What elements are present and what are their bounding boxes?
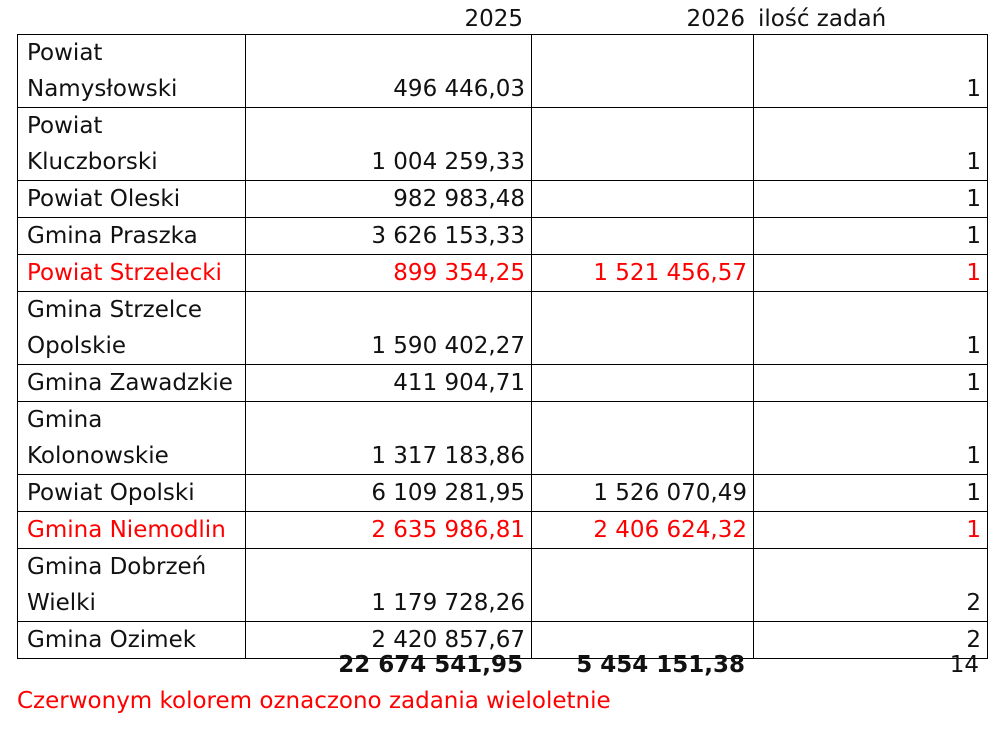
- row-value-2025: 2 635 986,81: [246, 512, 532, 549]
- row-value-2026: [532, 365, 754, 402]
- row-task-count: 2: [754, 622, 988, 659]
- row-value-2025: 1 179 728,26: [246, 549, 532, 622]
- row-value-2025: 1 317 183,86: [246, 402, 532, 475]
- header-2026: 2026: [686, 6, 745, 32]
- table-row: [18, 549, 988, 622]
- table-row: [18, 365, 988, 402]
- row-name: Gmina Niemodlin: [18, 512, 246, 549]
- row-task-count: 1: [754, 255, 988, 292]
- row-value-2026: [532, 549, 754, 622]
- row-value-2025: 2 420 857,67: [246, 622, 532, 659]
- row-value-2026: [532, 402, 754, 475]
- row-task-count: 1: [754, 181, 988, 218]
- table-row: [18, 512, 988, 549]
- table-row: [18, 292, 988, 365]
- row-name: Powiat Strzelecki: [18, 255, 246, 292]
- header-2025: 2025: [464, 6, 523, 32]
- row-task-count: 1: [754, 218, 988, 255]
- row-task-count: 1: [754, 365, 988, 402]
- row-value-2025: 1 004 259,33: [246, 108, 532, 181]
- row-name: Powiat Oleski: [18, 181, 246, 218]
- row-task-count: 1: [754, 292, 988, 365]
- row-value-2026: 1 521 456,57: [532, 255, 754, 292]
- row-value-2026: [532, 35, 754, 108]
- table-row: [18, 218, 988, 255]
- row-name: Powiat Namysłowski: [18, 35, 246, 108]
- row-value-2025: 3 626 153,33: [246, 218, 532, 255]
- table-row: [18, 475, 988, 512]
- total-task-count: 14: [949, 652, 979, 678]
- row-task-count: 2: [754, 549, 988, 622]
- row-name: Gmina Ozimek: [18, 622, 246, 659]
- row-task-count: 1: [754, 35, 988, 108]
- row-name: Gmina Dobrzeń Wielki: [18, 549, 246, 622]
- row-task-count: 1: [754, 475, 988, 512]
- total-2026: 5 454 151,38: [576, 652, 745, 678]
- row-value-2025: 6 109 281,95: [246, 475, 532, 512]
- row-value-2025: 982 983,48: [246, 181, 532, 218]
- row-task-count: 1: [754, 402, 988, 475]
- row-value-2026: [532, 181, 754, 218]
- row-name: Powiat Opolski: [18, 475, 246, 512]
- row-task-count: 1: [754, 512, 988, 549]
- row-name: Gmina Strzelce Opolskie: [18, 292, 246, 365]
- row-value-2026: 1 526 070,49: [532, 475, 754, 512]
- row-value-2026: [532, 108, 754, 181]
- row-value-2025: 496 446,03: [246, 35, 532, 108]
- row-name: Gmina Kolonowskie: [18, 402, 246, 475]
- funding-table: [17, 34, 988, 659]
- row-value-2026: [532, 218, 754, 255]
- row-name: Powiat Kluczborski: [18, 108, 246, 181]
- table-row: [18, 255, 988, 292]
- table-row: [18, 181, 988, 218]
- row-value-2026: [532, 292, 754, 365]
- total-2025: 22 674 541,95: [338, 652, 523, 678]
- header-task-count: ilość zadań: [758, 6, 887, 32]
- table-row: [18, 402, 988, 475]
- row-value-2025: 411 904,71: [246, 365, 532, 402]
- row-task-count: 1: [754, 108, 988, 181]
- legend-note: Czerwonym kolorem oznaczono zadania wieloletnie: [17, 688, 611, 714]
- table-row: [18, 108, 988, 181]
- table-row: [18, 35, 988, 108]
- row-value-2026: 2 406 624,32: [532, 512, 754, 549]
- row-name: Gmina Zawadzkie: [18, 365, 246, 402]
- row-name: Gmina Praszka: [18, 218, 246, 255]
- row-value-2025: 1 590 402,27: [246, 292, 532, 365]
- row-value-2025: 899 354,25: [246, 255, 532, 292]
